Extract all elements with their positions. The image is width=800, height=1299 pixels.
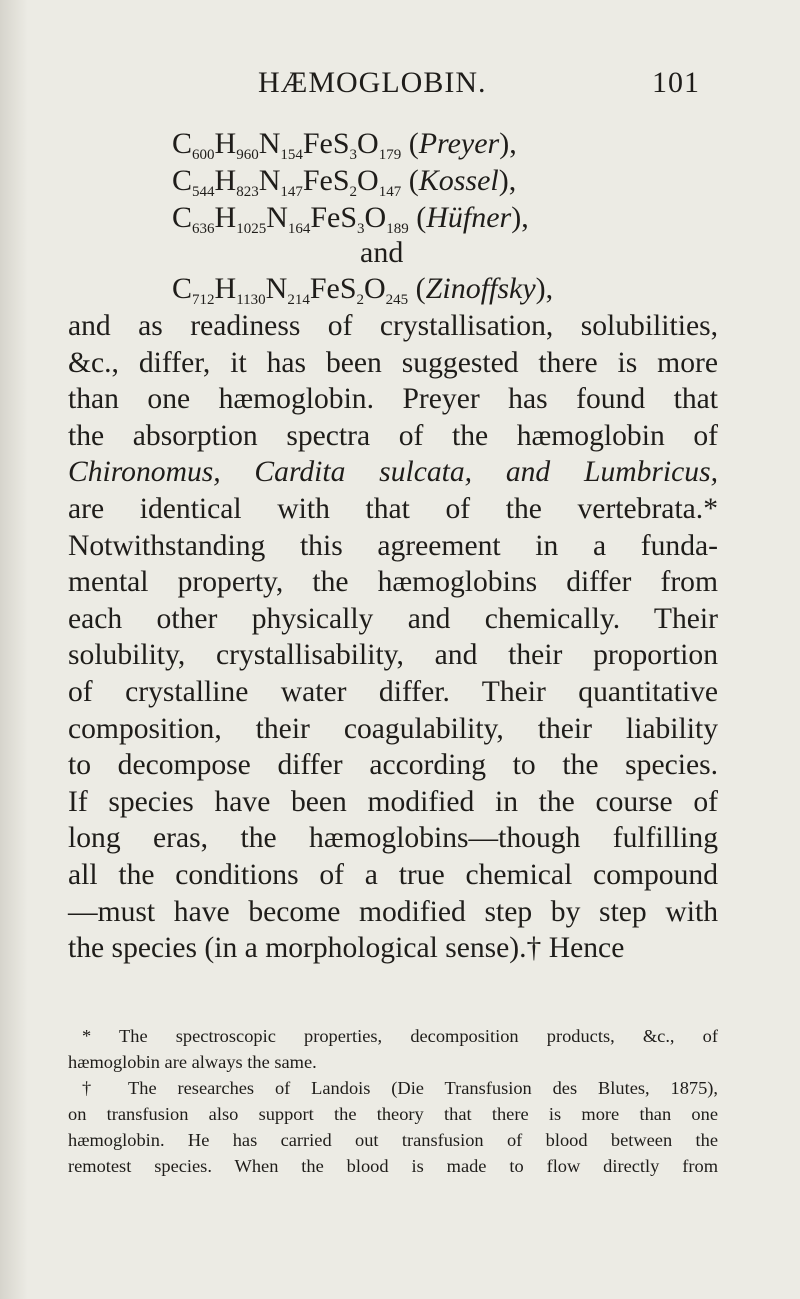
formula-subscript: 214 (287, 292, 310, 308)
formula-element: O (357, 164, 379, 197)
formula-subscript: 544 (192, 184, 215, 200)
body-line: composition, their coagulability, their liability (68, 712, 718, 745)
formula-element: H (214, 272, 237, 305)
body-line: all the conditions of a true chemical compound (68, 858, 718, 891)
formula-element: N (258, 127, 281, 160)
body-line: &c., differ, it has been suggested there is more (68, 346, 718, 379)
formula-subscript: 147 (378, 184, 402, 200)
formula-element: C (172, 164, 193, 197)
footnote-line: hæmoglobin are always the same. (68, 1052, 317, 1072)
footnote-line: hæmoglobin. He has carried out transfusion of blood between the (68, 1130, 718, 1150)
body-line-italic-species (68, 454, 718, 491)
body-line: and as readiness of crystallisation, solubilities, (68, 310, 718, 342)
formula-author: Zinoffsky (425, 272, 536, 305)
formula-subscript: 164 (287, 221, 311, 237)
page-gutter-shadow (0, 0, 28, 1299)
formula-element: H (214, 127, 237, 160)
formula-element: FeS (310, 201, 358, 234)
footnote-line: * The spectroscopic properties, decomposition products, &c., of (82, 1026, 718, 1046)
body-line: the species (in a morphological sense).† Hence (68, 932, 625, 965)
footnote-line: on transfusion also support the theory that there is more than one (68, 1104, 718, 1124)
formula-subscript: 154 (280, 147, 303, 163)
formula-subscript: 147 (280, 184, 303, 200)
formula-zinoffsky: $C_{712}H_{1130}N_{214}FeS_2O_{245}$ (Zinoffsky), (172, 272, 554, 308)
body-line: are identical with that of the vertebrata.* (68, 492, 718, 525)
formula-preyer: $C_{600}H_{960}N_{154}FeS_3O_{179}$ (Preyer), (172, 127, 517, 163)
formula-element: O (357, 127, 379, 160)
formula-subscript: 1025 (236, 221, 267, 237)
footnote-line: † The researches of Landois (Die Transfusion des Blutes, 1875), (82, 1078, 718, 1098)
body-line: solubility, crystallisability, and their proportion (68, 639, 718, 672)
formula-element: H (214, 201, 237, 234)
body-line: mental property, the hæmoglobins differ from (68, 566, 718, 599)
formula-element: N (258, 164, 281, 197)
body-line: the absorption spectra of the hæmoglobin of (68, 419, 718, 452)
formula-author: Preyer (418, 127, 500, 160)
body-line: of crystalline water differ. Their quantitative (68, 675, 718, 708)
formula-subscript: 2 (349, 184, 358, 200)
body-line: If species have been modified in the course of (68, 785, 718, 818)
formula-punct: , (545, 272, 554, 305)
body-line: long eras, the hæmoglobins—though fulfilling (68, 822, 718, 855)
formula-element: C (172, 127, 193, 160)
formula-element: FeS (302, 164, 350, 197)
formula-subscript: 189 (386, 221, 409, 237)
formula-element: O (364, 272, 386, 305)
formula-element: N (265, 272, 288, 305)
footnote-line: remotest species. When the blood is made to flow directly from (68, 1156, 718, 1176)
footnotes (68, 1023, 718, 1179)
formula-kossel: $C_{544}H_{823}N_{147}FeS_2O_{147}$ (Kossel), (172, 164, 517, 200)
formula-subscript: 3 (357, 221, 365, 237)
body-line: —must have become modified step by step with (68, 895, 718, 928)
formula-subscript: 3 (349, 147, 358, 163)
formula-punct: , (508, 164, 517, 197)
formula-subscript: 600 (192, 147, 215, 163)
and-connector: and (360, 236, 404, 269)
body-line: each other physically and chemically. Their (68, 602, 718, 635)
body-line: to decompose differ according to the species. (68, 749, 718, 782)
formula-subscript: 2 (356, 292, 364, 308)
formula-subscript: 823 (236, 184, 259, 200)
species-names: Chironomus, Cardita sulcata, and Lumbricus, (68, 456, 718, 489)
formula-subscript: 712 (192, 292, 215, 308)
formula-subscript: 179 (378, 147, 402, 163)
formula-element: O (364, 201, 387, 234)
running-head (0, 66, 800, 106)
formula-subscript: 1130 (236, 292, 266, 308)
formula-author: Kossel (418, 164, 499, 197)
body-line: Notwithstanding this agreement in a funda- (68, 529, 718, 562)
body-paragraph (68, 308, 718, 967)
formula-hufner: $C_{636}H_{1025}N_{164}FeS_3O_{189}$ (Hüfner), (172, 201, 529, 237)
body-line: than one hæmoglobin. Preyer has found that (68, 383, 718, 416)
formula-subscript: 960 (236, 147, 259, 163)
formula-element: C (172, 201, 193, 234)
formula-author: Hüfner (426, 201, 512, 234)
formula-element: FeS (302, 127, 350, 160)
formula-element: N (266, 201, 288, 234)
formula-element: H (214, 164, 237, 197)
formula-punct: , (509, 127, 517, 160)
formula-subscript: 245 (385, 292, 409, 308)
page-number: 101 (652, 66, 700, 99)
formula-element: C (172, 272, 193, 305)
formula-subscript: 636 (192, 221, 215, 237)
running-head-title: HÆMOGLOBIN. (258, 66, 487, 99)
formula-punct: , (521, 201, 529, 234)
formula-element: FeS (309, 272, 357, 305)
